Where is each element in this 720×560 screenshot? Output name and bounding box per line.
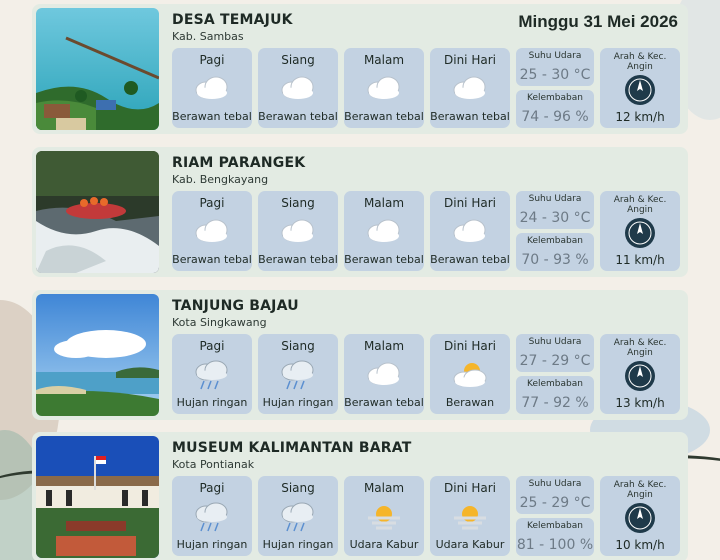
period-malam bbox=[344, 48, 424, 128]
wind-speed: 11 km/h bbox=[615, 253, 665, 267]
location-name: RIAM PARANGEK bbox=[172, 155, 306, 171]
period-label: Malam bbox=[363, 339, 405, 353]
forecast-date: Minggu 31 Mei 2026 bbox=[518, 12, 678, 31]
period-label: Malam bbox=[363, 196, 405, 210]
wind-label: Arah & Kec. Angin bbox=[613, 195, 667, 215]
wind-box bbox=[600, 476, 680, 556]
compass-northwest-icon bbox=[624, 217, 656, 249]
humidity-value: 74 - 96 % bbox=[521, 109, 589, 125]
cloud-icon bbox=[364, 360, 404, 388]
humidity-value: 77 - 92 % bbox=[521, 395, 589, 411]
temperature-box bbox=[516, 48, 594, 86]
temperature-value: 25 - 29 °C bbox=[519, 495, 591, 511]
location-card bbox=[32, 4, 688, 134]
location-name: DESA TEMAJUK bbox=[172, 12, 293, 28]
condition-text: Berawan tebal bbox=[430, 253, 510, 266]
period-label: Pagi bbox=[199, 53, 225, 67]
temperature-label: Suhu Udara bbox=[528, 337, 582, 347]
location-name: TANJUNG BAJAU bbox=[172, 298, 299, 314]
condition-text: Hujan ringan bbox=[176, 396, 248, 409]
period-malam bbox=[344, 476, 424, 556]
compass-northwest-icon bbox=[624, 502, 656, 534]
temperature-box bbox=[516, 334, 594, 372]
period-label: Malam bbox=[363, 53, 405, 67]
period-pagi bbox=[172, 191, 252, 271]
period-label: Siang bbox=[281, 481, 315, 495]
period-siang bbox=[258, 48, 338, 128]
cloud-icon bbox=[192, 217, 232, 245]
temperature-label: Suhu Udara bbox=[528, 51, 582, 61]
period-malam bbox=[344, 191, 424, 271]
period-pagi bbox=[172, 476, 252, 556]
haze-icon bbox=[450, 502, 490, 532]
cloud-icon bbox=[364, 74, 404, 102]
period-pagi bbox=[172, 48, 252, 128]
compass-northwest-icon bbox=[624, 74, 656, 106]
period-label: Pagi bbox=[199, 339, 225, 353]
wind-label: Arah & Kec. Angin bbox=[613, 338, 667, 358]
period-label: Dini Hari bbox=[444, 481, 496, 495]
period-label: Pagi bbox=[199, 196, 225, 210]
rain-icon bbox=[278, 360, 318, 392]
wind-speed: 12 km/h bbox=[615, 110, 665, 124]
location-region: Kota Singkawang bbox=[172, 316, 267, 329]
period-dini-hari bbox=[430, 476, 510, 556]
wind-box bbox=[600, 191, 680, 271]
condition-text: Hujan ringan bbox=[262, 538, 334, 551]
period-dini-hari bbox=[430, 48, 510, 128]
period-pagi bbox=[172, 334, 252, 414]
humidity-label: Kelembaban bbox=[527, 521, 583, 531]
humidity-box bbox=[516, 376, 594, 414]
condition-text: Berawan bbox=[445, 396, 495, 409]
location-photo bbox=[36, 151, 159, 273]
wind-label: Arah & Kec. Angin bbox=[613, 480, 667, 500]
period-siang bbox=[258, 191, 338, 271]
period-dini-hari bbox=[430, 191, 510, 271]
humidity-value: 70 - 93 % bbox=[521, 252, 589, 268]
temperature-value: 25 - 30 °C bbox=[519, 67, 591, 83]
condition-text: Berawan tebal bbox=[172, 110, 252, 123]
condition-text: Udara Kabur bbox=[435, 538, 505, 551]
humidity-label: Kelembaban bbox=[527, 236, 583, 246]
period-label: Pagi bbox=[199, 481, 225, 495]
condition-text: Berawan tebal bbox=[258, 110, 338, 123]
rain-icon bbox=[192, 502, 232, 534]
cloud-icon bbox=[192, 74, 232, 102]
wind-box bbox=[600, 48, 680, 128]
wind-speed: 10 km/h bbox=[615, 538, 665, 552]
temperature-box bbox=[516, 476, 594, 514]
humidity-value: 81 - 100 % bbox=[516, 537, 594, 553]
period-label: Dini Hari bbox=[444, 196, 496, 210]
location-region: Kab. Bengkayang bbox=[172, 173, 269, 186]
period-siang bbox=[258, 476, 338, 556]
cloud-icon bbox=[278, 74, 318, 102]
condition-text: Berawan tebal bbox=[344, 110, 424, 123]
location-region: Kota Pontianak bbox=[172, 458, 255, 471]
location-region: Kab. Sambas bbox=[172, 30, 244, 43]
cloud-icon bbox=[364, 217, 404, 245]
humidity-box bbox=[516, 90, 594, 128]
location-photo bbox=[36, 294, 159, 416]
condition-text: Berawan tebal bbox=[344, 253, 424, 266]
sun-cloud-icon bbox=[450, 360, 490, 390]
condition-text: Berawan tebal bbox=[172, 253, 252, 266]
cloud-icon bbox=[450, 74, 490, 102]
temperature-value: 24 - 30 °C bbox=[519, 210, 591, 226]
period-label: Siang bbox=[281, 53, 315, 67]
period-siang bbox=[258, 334, 338, 414]
period-malam bbox=[344, 334, 424, 414]
haze-icon bbox=[364, 502, 404, 532]
temperature-box bbox=[516, 191, 594, 229]
condition-text: Berawan tebal bbox=[258, 253, 338, 266]
compass-northwest-icon bbox=[624, 360, 656, 392]
rain-icon bbox=[278, 502, 318, 534]
period-label: Siang bbox=[281, 196, 315, 210]
location-card bbox=[32, 290, 688, 420]
period-label: Malam bbox=[363, 481, 405, 495]
location-photo bbox=[36, 436, 159, 558]
condition-text: Berawan tebal bbox=[430, 110, 510, 123]
condition-text: Udara Kabur bbox=[349, 538, 419, 551]
humidity-label: Kelembaban bbox=[527, 379, 583, 389]
humidity-box bbox=[516, 518, 594, 556]
temperature-value: 27 - 29 °C bbox=[519, 353, 591, 369]
cloud-icon bbox=[278, 217, 318, 245]
condition-text: Berawan tebal bbox=[344, 396, 424, 409]
temperature-label: Suhu Udara bbox=[528, 194, 582, 204]
period-dini-hari bbox=[430, 334, 510, 414]
location-photo bbox=[36, 8, 159, 130]
wind-box bbox=[600, 334, 680, 414]
period-label: Dini Hari bbox=[444, 339, 496, 353]
period-label: Dini Hari bbox=[444, 53, 496, 67]
period-label: Siang bbox=[281, 339, 315, 353]
wind-speed: 13 km/h bbox=[615, 396, 665, 410]
humidity-box bbox=[516, 233, 594, 271]
rain-icon bbox=[192, 360, 232, 392]
condition-text: Hujan ringan bbox=[262, 396, 334, 409]
condition-text: Hujan ringan bbox=[176, 538, 248, 551]
wind-label: Arah & Kec. Angin bbox=[613, 52, 667, 72]
humidity-label: Kelembaban bbox=[527, 93, 583, 103]
location-name: MUSEUM KALIMANTAN BARAT bbox=[172, 440, 412, 456]
temperature-label: Suhu Udara bbox=[528, 479, 582, 489]
location-card bbox=[32, 432, 688, 560]
location-card bbox=[32, 147, 688, 277]
cloud-icon bbox=[450, 217, 490, 245]
